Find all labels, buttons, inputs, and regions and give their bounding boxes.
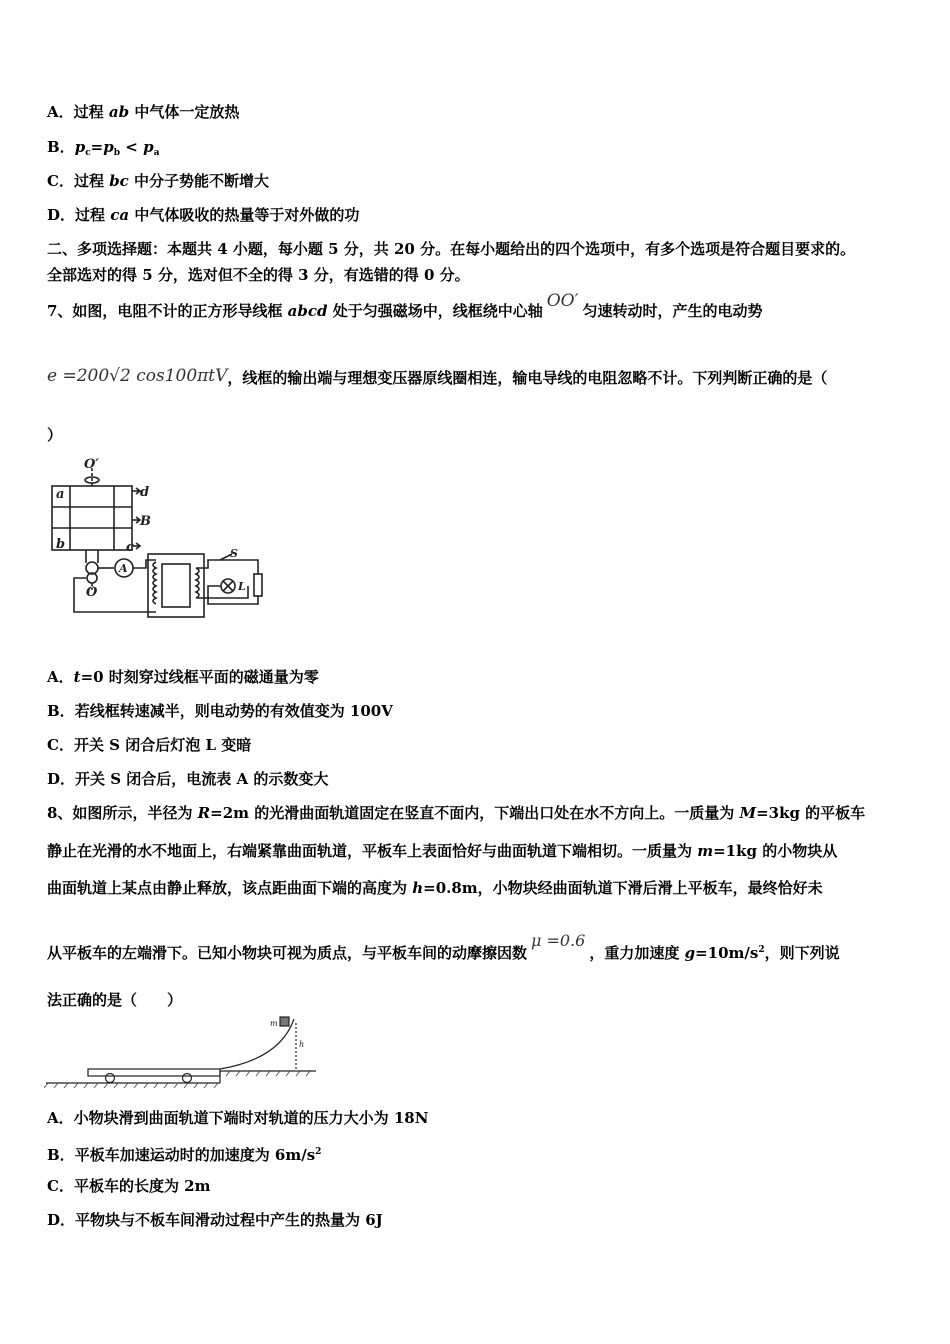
q7-option-d: D．开关 S 闭合后，电流表 A 的示数变大: [47, 770, 329, 788]
q7-fig-label-o-prime: O′: [84, 458, 99, 472]
q7-option-b: B．若线框转速减半，则电动势的有效值变为 100V: [47, 702, 393, 720]
q7-stem-line1: 7、如图，电阻不计的正方形导线框 abcd 处于匀强磁场中，线框绕中心轴 OO′ 匀速转动时，产生的电动势: [47, 291, 763, 320]
q7-fig-label-ammeter: A: [119, 562, 128, 575]
q6-option-b: B．$p_c=p_b < p_a$: [47, 138, 160, 158]
q8-option-c: C．平板车的长度为 2m: [47, 1177, 211, 1195]
q8-fig-label-m: m: [270, 1019, 278, 1028]
q8-stem-line4: 从平板车的左端滑下。已知小物块可视为质点，与平板车间的动摩擦因数μ =0.6，重力加速度 $g=10m/s^2$，则下列说: [47, 931, 840, 962]
q8-option-b: B．平板车加速运动时的加速度为 $6m/s^2$: [47, 1146, 322, 1164]
q8-stem-line5: 法正确的是（ ）: [47, 991, 183, 1009]
section2-line2: 全部选对的得 5 分，选对但不全的得 3 分，有选错的得 0 分。: [47, 266, 470, 284]
q7-fig-label-b-field: B: [140, 514, 151, 529]
q8-stem-line1: 8、如图所示，半径为 R=2m 的光滑曲面轨道固定在竖直不面内，下端出口处在水不方向上。一质量为 M=3kg 的平板车: [47, 804, 866, 822]
q7-circuit-figure: [48, 458, 273, 628]
q8-option-d: D．平物块与不板车间滑动过程中产生的热量为 6J: [47, 1211, 383, 1229]
q8-stem-line2: 静止在光滑的水不地面上，右端紧靠曲面轨道，平板车上表面恰好与曲面轨道下端相切。一质量为 m=1kg 的小物块从: [47, 842, 838, 860]
q7-option-a: A．t=0 时刻穿过线框平面的磁通量为零: [47, 668, 319, 686]
q7-emf-formula: e =200√2 cos100πtV: [47, 366, 228, 386]
q7-fig-label-d: d: [140, 485, 150, 500]
q7-fig-label-o: O: [86, 585, 98, 600]
q7-fig-label-b: b: [56, 537, 66, 552]
q7-option-c: C．开关 S 闭合后灯泡 L 变暗: [47, 736, 252, 754]
q7-fig-label-a: a: [56, 487, 65, 502]
q8-stem-line3: 曲面轨道上某点由静止释放，该点距曲面下端的高度为 h=0.8m，小物块经曲面轨道下滑后滑上平板车，最终恰好未: [47, 879, 823, 897]
q8-option-a: A．小物块滑到曲面轨道下端时对轨道的压力大小为 18N: [47, 1109, 429, 1127]
q6-option-a: A．过程 ab 中气体一定放热: [47, 103, 240, 121]
q8-fig-label-h: h: [299, 1040, 305, 1049]
q6-option-d: D．过程 ca 中气体吸收的热量等于对外做的功: [47, 206, 360, 224]
q7-fig-label-switch: S: [230, 547, 238, 560]
q6-option-c: C．过程 bc 中分子势能不断增大: [47, 172, 270, 190]
section2-line1: 二、多项选择题：本题共 4 小题，每小题 5 分，共 20 分。在每小题给出的四个选项中，有多个选项是符合题目要求的。: [47, 240, 856, 258]
q7-stem-line3: ）: [47, 426, 63, 444]
q8-track-figure: [44, 1013, 324, 1088]
q7-axis-label: OO′: [546, 291, 579, 311]
q7-stem-line2: e =200√2 cos100πtV，线框的输出端与理想变压器原线圈相连，输电导线的电阻忽略不计。下列判断正确的是（: [47, 366, 828, 387]
q7-fig-label-c: c: [126, 540, 134, 555]
q7-fig-label-lamp: L: [238, 580, 246, 593]
q8-friction-coefficient: μ =0.6: [531, 931, 586, 950]
